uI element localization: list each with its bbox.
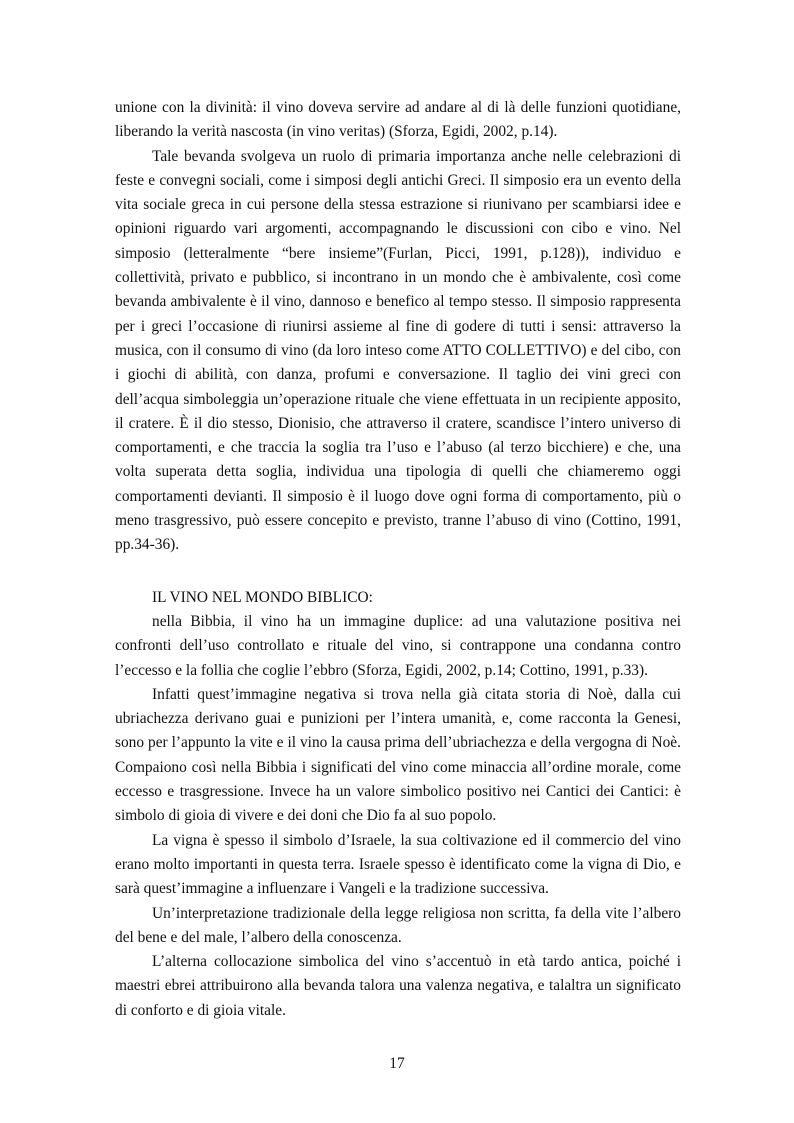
paragraph: Un’interpretazione tradizionale della legge religiosa non scritta, fa della vite l’albero del bene e del male, l’albero della conoscenza. [115,904,681,946]
paragraph: L’alterna collocazione simbolica del vino s’accentuò in età tardo antica, poiché i maestri ebrei attribuirono alla bevanda talora una valenza negativa, e talaltra un significato di conforto e di gioia vitale. [115,953,681,1019]
paragraph: La vigna è spesso il simbolo d’Israele, la sua coltivazione ed il commercio del vino erano molto importanti in questa terra. Israele spesso è identificato come la vigna di Dio, e sarà quest’immagine a influenzare i Vangeli e la tradizione successiva. [115,831,681,898]
section-heading: IL VINO NEL MONDO BIBLICO: [152,588,373,606]
body-text [115,96,681,1023]
paragraph: Infatti quest’immagine negativa si trova nella già citata storia di Noè, dalla cui ubriachezza derivano guai e punizioni per l’intera umanità, e, come racconta la Genesi, sono per l’appunto la vite e il vino la causa prima dell’ubriachezza e della vergogna di Noè. Compaiono così nella Bibbia i significati del vino come minaccia all’ordine morale, come eccesso e trasgressione. Invece ha un valore simbolico positivo nei Cantici dei Cantici: è simbolo di gioia di vivere e dei doni che Dio fa al suo popolo. [115,685,681,825]
paragraph: nella Bibbia, il vino ha un immagine duplice: ad una valutazione positiva nei confronti dell’uso controllato e rituale del vino, si contrappone una condanna contro l’eccesso e la follia che coglie l’ebbro (Sforza, Egidi, 2002, p.14; Cottino, 1991, p.33). [115,612,681,679]
paragraph: unione con la divinità: il vino doveva servire ad andare al di là delle funzioni quotidiane, liberando la verità nascosta (in vino veritas) (Sforza, Egidi, 2002, p.14). [115,99,681,141]
page-number: 17 [389,1055,405,1072]
paragraph: Tale bevanda svolgeva un ruolo di primaria importanza anche nelle celebrazioni di feste e convegni sociali, come i simposi degli antichi Greci. Il simposio era un evento della vita sociale greca in cui persone della stessa estrazione si riunivano per scambiarsi idee e opinioni riguardo vari argomenti, accompagnando le discussioni con cibo e vino. Nel simposio (letteralmente “bere insieme”(Furlan, Picci, 1991, p.128)), individuo e collettività, privato e pubblico, si incontrano in un mondo che è ambivalente, così come bevanda ambivalente è il vino, dannoso e benefico al tempo stesso. Il simposio rappresenta per i greci l’occasione di riunirsi assieme al fine di godere di tutti i sensi: attraverso la musica, con il consumo di vino (da loro inteso come ATTO COLLETTIVO) e del cibo, con i giochi di abilità, con danza, profumi e conversazione. Il taglio dei vini greci con dell’acqua simboleggia un’operazione rituale che viene effettuata in un recipiente apposito, il cratere. È il dio stesso, Dionisio, che attraverso il cratere, scandisce l’intero universo di comportamenti, e che traccia la soglia tra l’uso e l’abuso (al terzo bicchiere) e che, una volta superata detta soglia, individua una tipologia di quelli che chiameremo oggi comportamenti devianti. Il simposio è il luogo dove ogni forma di comportamento, più o meno trasgressivo, può essere concepito e previsto, tranne l’abuso di vino (Cottino, 1991, pp.34-36). [115,147,681,554]
